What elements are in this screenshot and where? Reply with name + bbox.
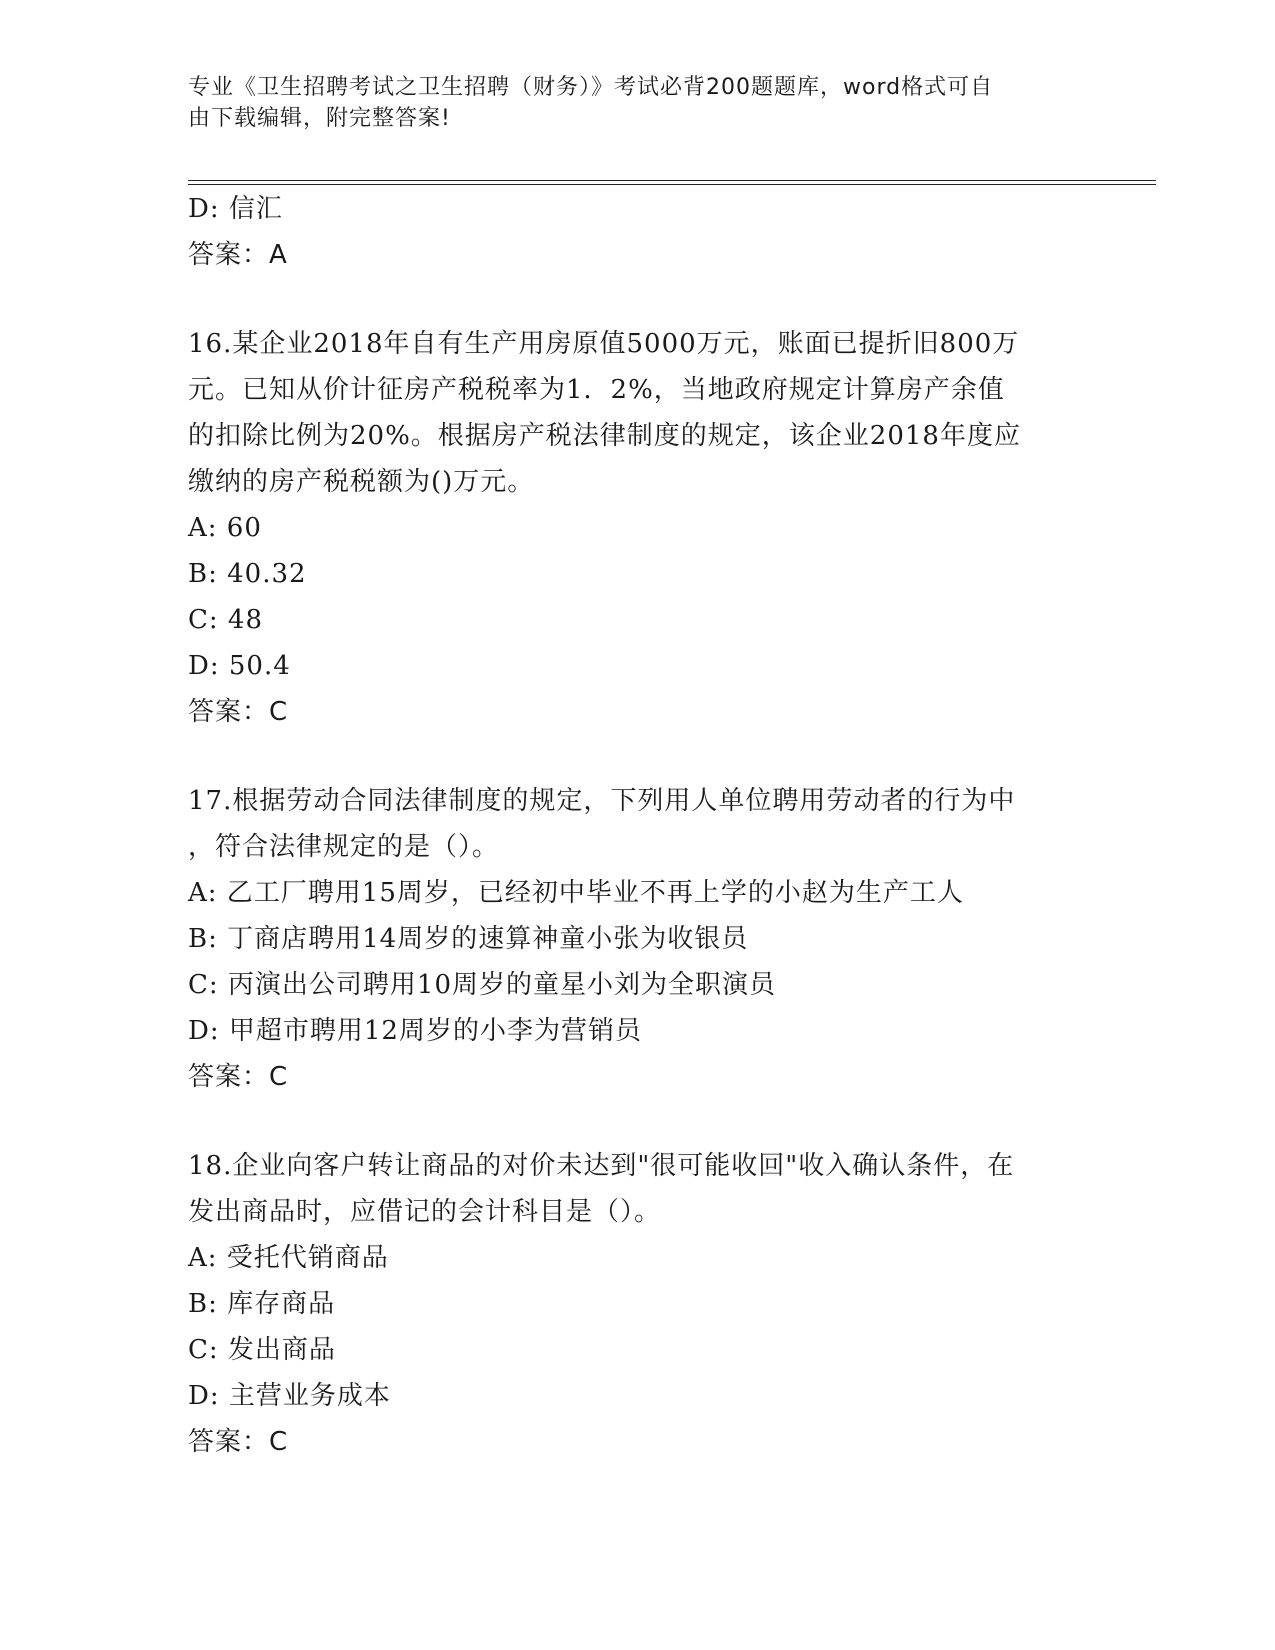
option-c: C: 丙演出公司聘用10周岁的童星小刘为全职演员	[188, 970, 777, 1000]
question-text-line: 17.根据劳动合同法律制度的规定，下列用人单位聘用劳动者的行为中	[188, 786, 1016, 816]
option-c: C: 48	[188, 605, 264, 635]
option-d: D: 信汇	[188, 194, 283, 224]
question-text-line: 发出商品时，应借记的会计科目是（）。	[188, 1197, 662, 1227]
question-text-line: 元。已知从价计征房产税税率为1．2%，当地政府规定计算房产余值	[188, 375, 1005, 405]
question-17	[188, 778, 1088, 1100]
page-header	[188, 72, 1068, 134]
answer-line: 答案：C	[188, 697, 289, 727]
header-line-1: 专业《卫生招聘考试之卫生招聘（财务）》考试必背200题题库，word格式可自	[188, 75, 994, 100]
question-text-line: ，符合法律规定的是（）。	[188, 832, 500, 862]
header-line-2: 由下载编辑，附完整答案!	[188, 106, 451, 131]
option-a: A: 乙工厂聘用15周岁，已经初中毕业不再上学的小赵为生产工人	[188, 878, 964, 908]
option-a: A: 受托代销商品	[188, 1243, 389, 1273]
question-text-line: 16.某企业2018年自有生产用房原值5000万元，账面已提折旧800万	[188, 329, 1020, 359]
spacer	[188, 735, 1088, 778]
answer-line: 答案：A	[188, 240, 288, 270]
header-divider-top	[188, 180, 1156, 181]
option-d: D: 甲超市聘用12周岁的小李为营销员	[188, 1016, 642, 1046]
question-16	[188, 321, 1088, 735]
option-d: D: 50.4	[188, 651, 291, 681]
option-b: B: 丁商店聘用14周岁的速算神童小张为收银员	[188, 924, 749, 954]
question-text-line: 18.企业向客户转让商品的对价未达到"很可能收回"收入确认条件，在	[188, 1151, 1015, 1181]
option-b: B: 40.32	[188, 559, 307, 589]
option-b: B: 库存商品	[188, 1289, 336, 1319]
header-divider-bottom	[188, 184, 1156, 185]
option-a: A: 60	[188, 513, 262, 543]
option-d: D: 主营业务成本	[188, 1381, 391, 1411]
document-body	[188, 186, 1088, 1465]
answer-line: 答案：C	[188, 1427, 289, 1457]
option-c: C: 发出商品	[188, 1335, 336, 1365]
question-18	[188, 1143, 1088, 1465]
question-15-tail	[188, 186, 1088, 278]
spacer	[188, 278, 1088, 321]
question-text-line: 缴纳的房产税税额为()万元。	[188, 467, 535, 497]
question-text-line: 的扣除比例为20%。根据房产税法律制度的规定，该企业2018年度应	[188, 421, 1021, 451]
answer-line: 答案：C	[188, 1062, 289, 1092]
spacer	[188, 1100, 1088, 1143]
